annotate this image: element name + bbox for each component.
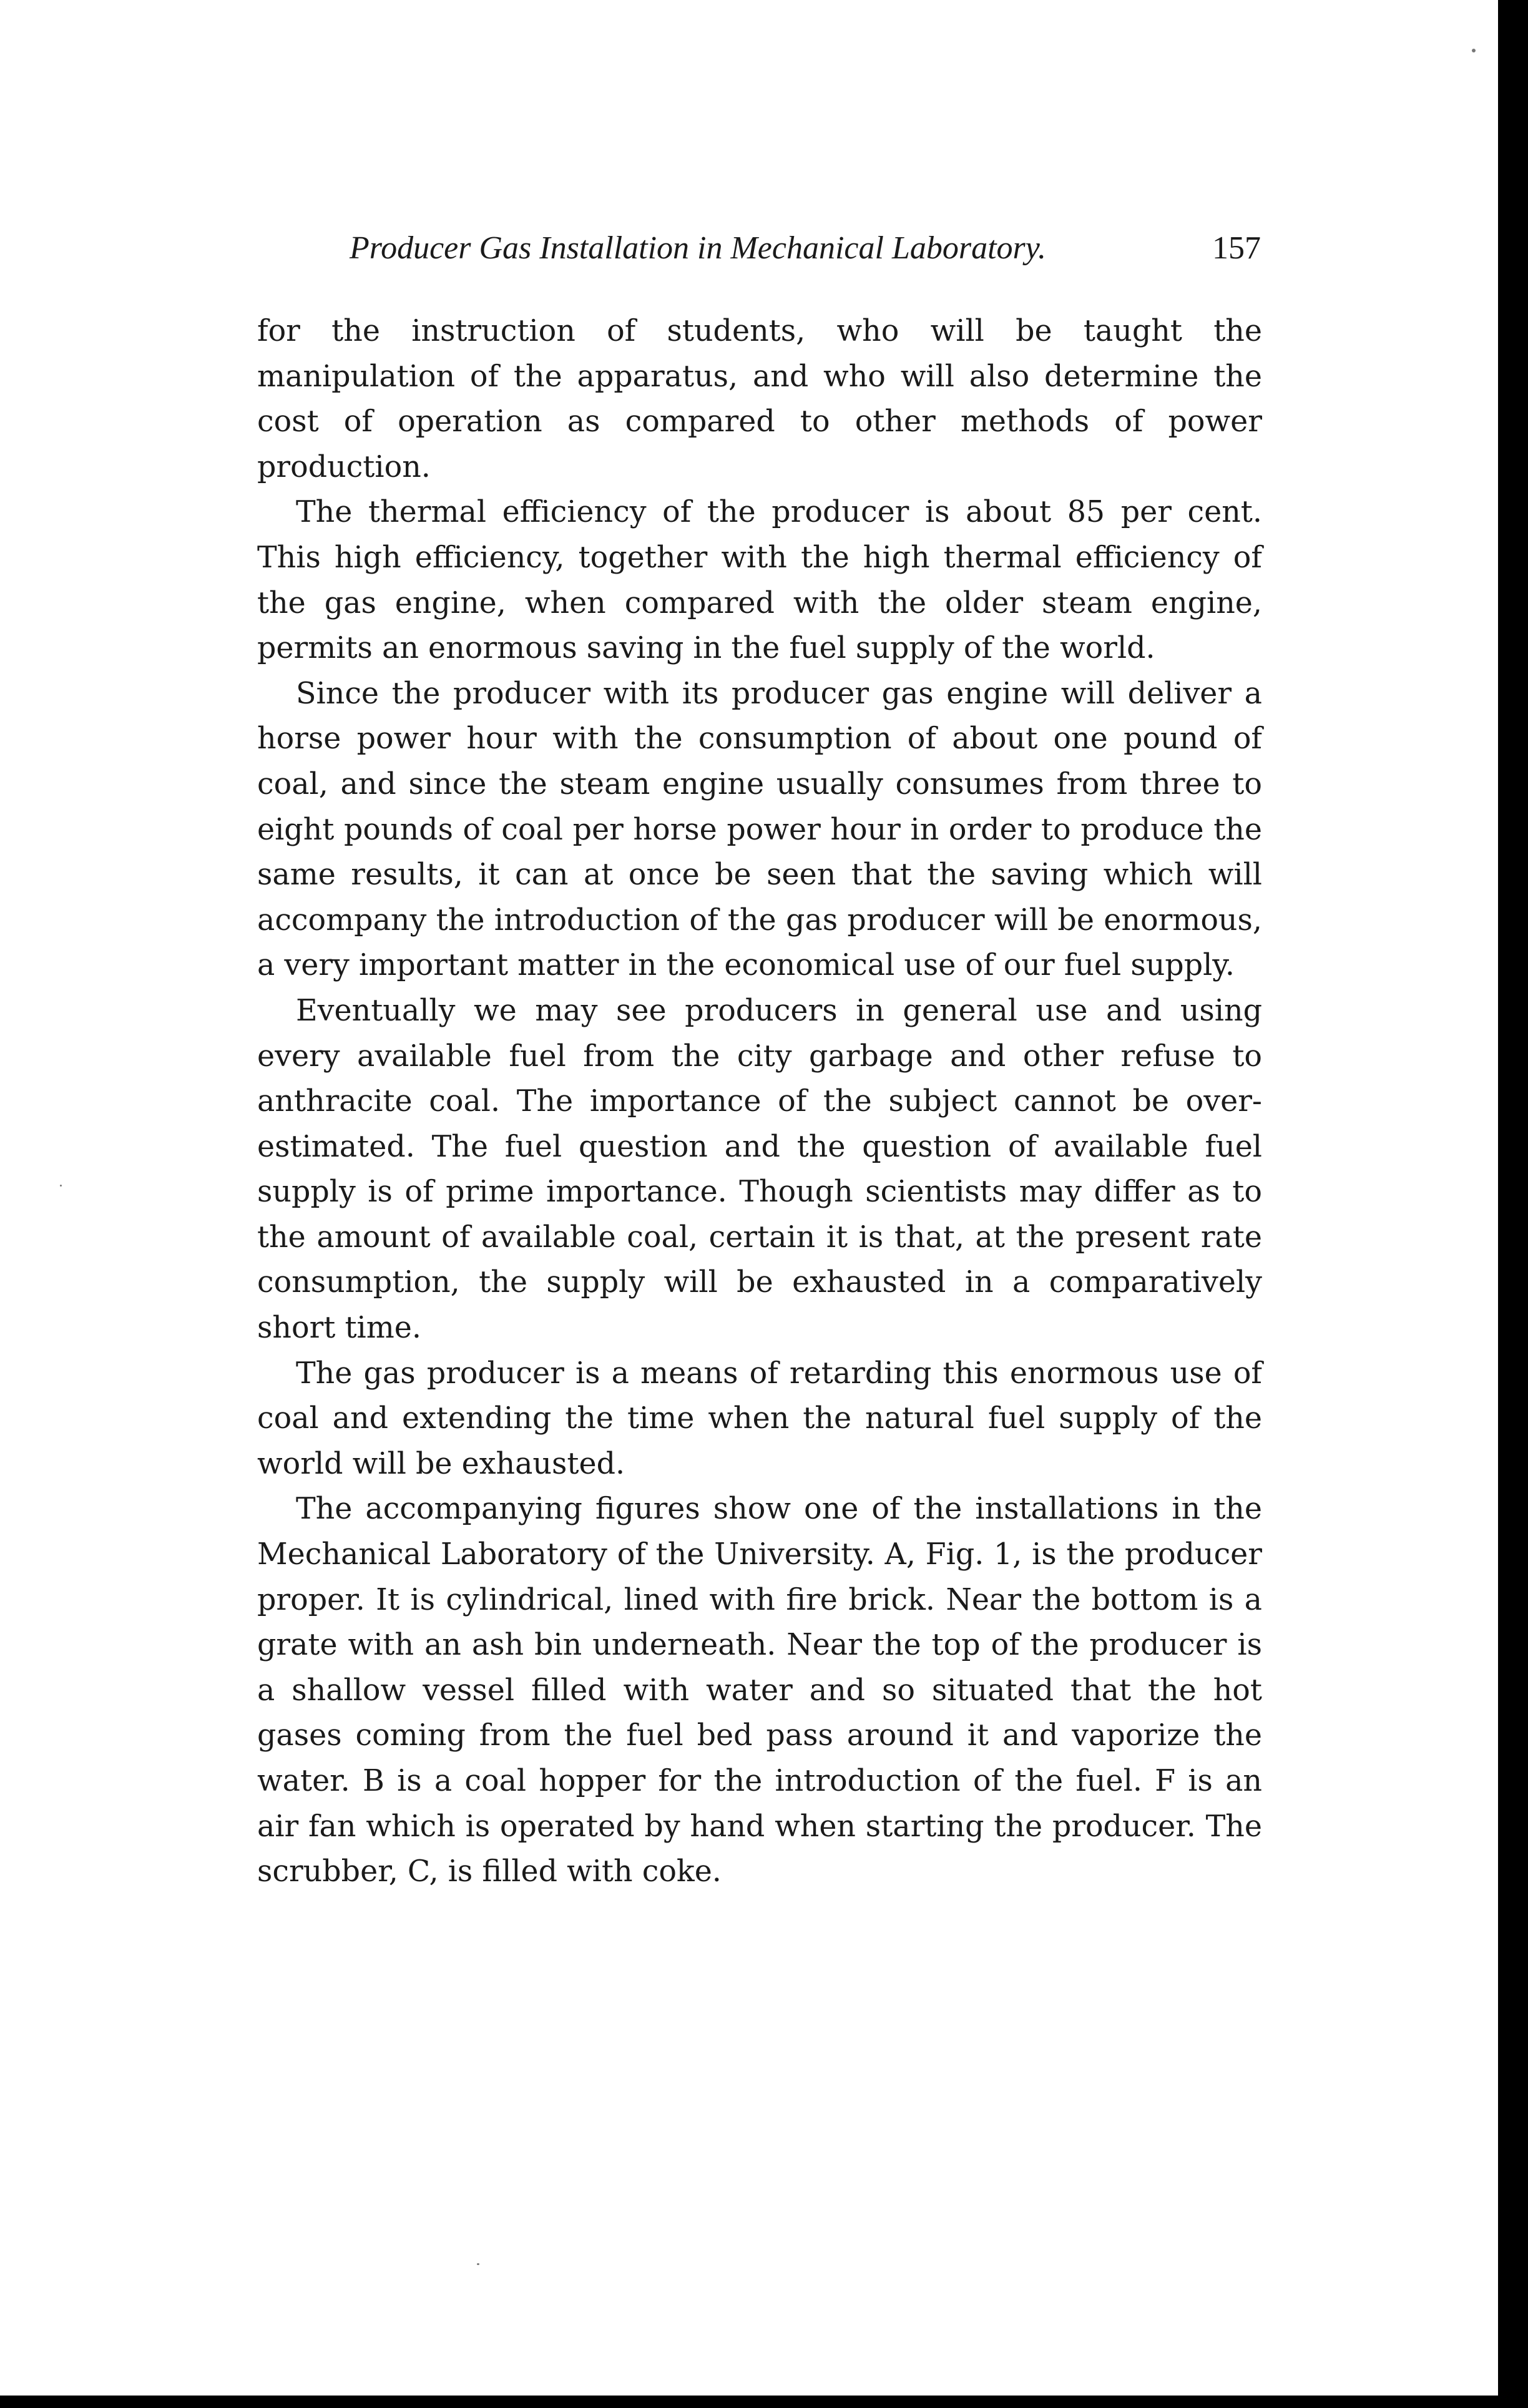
scan-speck (1472, 49, 1476, 52)
scan-speck (477, 2263, 479, 2265)
page-number: 157 (1212, 230, 1261, 266)
paragraph: Since the producer with its producer gas engine will deliver a horse power hour with the consumption of about one pound of coal, and since the steam engine usually consumes from three to eight pounds of coal per horse power hour in order to produce the same results, it can at once be seen that the saving which will accompany the introduction of the gas producer will be enormous, a very important matter in the economical use of our fuel supply. (257, 676, 1262, 983)
scan-speck (60, 1185, 62, 1187)
paragraph: The gas producer is a means of retarding this enormous use of coal and extending the time when the natural fuel supply of the world will be exhausted. (257, 1356, 1262, 1481)
paragraph: The accompanying figures show one of the installations in the Mechanical Laboratory of the University. A, Fig. 1, is the producer proper. It is cylindrical, lined with fire brick. Near the bottom is a grate with an ash bin underneath. Near the top of the producer is a shallow vessel filled with water and so situated that the hot gases coming from the fuel bed pass around it and vaporize the water. B is a coal hopper for the introduction of the fuel. F is an air fan which is operated by hand when starting the producer. The scrubber, C, is filled with coke. (257, 1492, 1262, 1889)
running-head-title: Producer Gas Installation in Mechanical Laboratory. (350, 230, 1046, 266)
body-text (257, 309, 1262, 1895)
paragraph: The thermal efficiency of the producer is about 85 per cent. This high efficiency, together with the high thermal efficiency of the gas engine, when compared with the older steam engine, permits an enormous saving in the fuel supply of the world. (257, 495, 1262, 666)
paragraph: Eventually we may see producers in general use and using every available fuel from the city garbage and other refuse to anthracite coal. The importance of the subject cannot be over-estimated. The fuel question and the question of available fuel supply is of prime importance. Though scientists may differ as to the amount of available coal, certain it is that, at the present rate consumption, the supply will be exhausted in a comparatively short time. (257, 993, 1262, 1346)
paragraph: for the instruction of students, who will be taught the manipulation of the apparatus, and who will also determine the cost of operation as compared to other methods of power production. (257, 314, 1262, 484)
running-head (350, 230, 1261, 286)
